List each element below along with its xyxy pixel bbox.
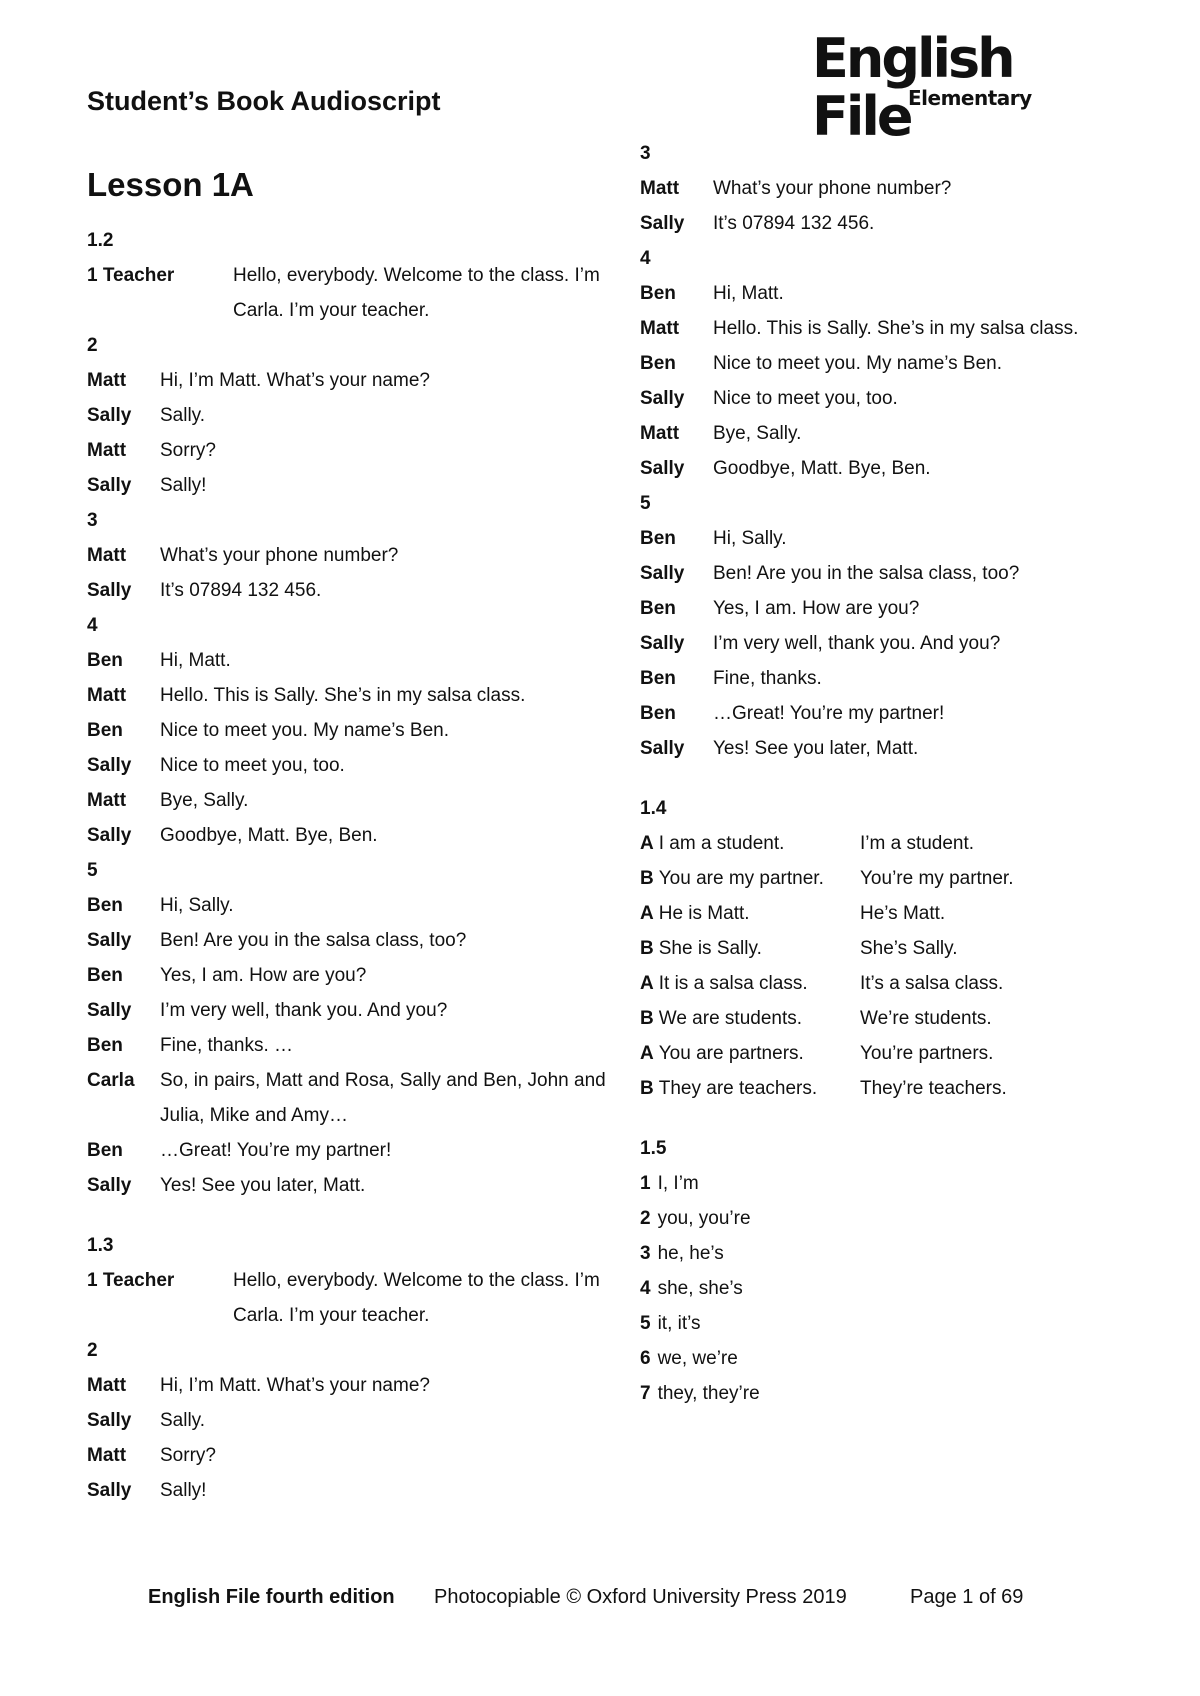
dialogue-line bbox=[87, 1403, 607, 1438]
line-text: Fine, thanks. … bbox=[160, 1035, 294, 1056]
dialogue-line bbox=[640, 521, 1180, 556]
short-form: We’re students. bbox=[860, 1008, 992, 1029]
line-text: Sally. bbox=[160, 405, 206, 426]
dialogue-line bbox=[87, 398, 607, 433]
speaker: Sally bbox=[87, 1480, 132, 1501]
speaker: 1 Teacher bbox=[87, 1270, 175, 1291]
line-text: Sally! bbox=[160, 1480, 207, 1501]
speaker: Sally bbox=[640, 738, 685, 759]
dialogue-line bbox=[87, 678, 607, 713]
speaker: Matt bbox=[640, 318, 680, 339]
section-1-5 bbox=[640, 1131, 1180, 1411]
dialogue-line bbox=[640, 416, 1180, 451]
speaker: Matt bbox=[87, 790, 127, 811]
item-text: it, it’s bbox=[657, 1313, 701, 1334]
speaker: Ben bbox=[640, 598, 676, 619]
dialogue-line bbox=[87, 748, 607, 783]
item-number: 4 bbox=[640, 1278, 651, 1299]
full-form: We are students. bbox=[658, 1008, 803, 1029]
short-form: She’s Sally. bbox=[860, 938, 958, 959]
dialogue-line bbox=[640, 696, 1180, 731]
speaker: Sally bbox=[640, 458, 685, 479]
contraction-row bbox=[640, 896, 1180, 931]
dialogue-line bbox=[87, 1368, 607, 1403]
part-label: 2 bbox=[87, 1340, 98, 1361]
line-text: …Great! You’re my partner! bbox=[713, 703, 945, 724]
speaker: Ben bbox=[87, 965, 123, 986]
speaker-letter: A bbox=[640, 903, 654, 924]
part-label: 5 bbox=[87, 860, 98, 881]
part-label: 4 bbox=[87, 615, 98, 636]
speaker: Matt bbox=[87, 370, 127, 391]
speaker: Matt bbox=[87, 440, 127, 461]
dialogue-line bbox=[640, 451, 1180, 486]
line-text: Hi, I’m Matt. What’s your name? bbox=[160, 370, 430, 391]
dialogue-line bbox=[640, 311, 1180, 346]
left-column bbox=[87, 223, 607, 1508]
line-text: What’s your phone number? bbox=[160, 545, 399, 566]
speaker: Ben bbox=[87, 895, 123, 916]
line-text: Ben! Are you in the salsa class, too? bbox=[160, 930, 467, 951]
dialogue-line bbox=[87, 888, 607, 923]
pronoun-item bbox=[640, 1341, 1180, 1376]
logo-title: English File bbox=[812, 27, 1013, 148]
line-text: Sorry? bbox=[160, 1445, 216, 1466]
dialogue-line bbox=[87, 993, 607, 1028]
speaker: Sally bbox=[640, 213, 685, 234]
speaker-letter: A bbox=[640, 973, 654, 994]
dialogue-line bbox=[87, 958, 607, 993]
line-text: Hello, everybody. Welcome to the class. I’m Carla. I’m your teacher. bbox=[233, 1270, 600, 1326]
line-text: Yes! See you later, Matt. bbox=[713, 738, 919, 759]
speaker: Sally bbox=[87, 475, 132, 496]
pronoun-item bbox=[640, 1306, 1180, 1341]
dialogue-line bbox=[87, 1028, 607, 1063]
full-form: It is a salsa class. bbox=[658, 973, 808, 994]
item-number: 3 bbox=[640, 1243, 651, 1264]
item-number: 7 bbox=[640, 1383, 651, 1404]
dialogue-line bbox=[640, 381, 1180, 416]
dialogue-line bbox=[640, 346, 1180, 381]
section-label: 1.2 bbox=[87, 230, 114, 251]
full-form: You are my partner. bbox=[658, 868, 824, 889]
speaker-letter: A bbox=[640, 1043, 654, 1064]
line-text: Hi, Sally. bbox=[160, 895, 234, 916]
speaker: Ben bbox=[87, 1140, 123, 1161]
dialogue-line bbox=[87, 433, 607, 468]
section-label: 1.3 bbox=[87, 1235, 114, 1256]
speaker: Matt bbox=[87, 685, 127, 706]
line-text: I’m very well, thank you. And you? bbox=[713, 633, 1001, 654]
contraction-row bbox=[640, 1036, 1180, 1071]
dialogue-line bbox=[87, 643, 607, 678]
item-text: she, she’s bbox=[657, 1278, 743, 1299]
dialogue-line bbox=[640, 626, 1180, 661]
line-text: …Great! You’re my partner! bbox=[160, 1140, 392, 1161]
part-label: 3 bbox=[640, 143, 651, 164]
speaker: Sally bbox=[640, 633, 685, 654]
item-number: 2 bbox=[640, 1208, 651, 1229]
short-form: You’re my partner. bbox=[860, 868, 1014, 889]
item-text: they, they’re bbox=[657, 1383, 760, 1404]
line-text: Goodbye, Matt. Bye, Ben. bbox=[713, 458, 931, 479]
contraction-row bbox=[640, 1071, 1180, 1106]
contraction-row bbox=[640, 931, 1180, 966]
speaker: 1 Teacher bbox=[87, 265, 175, 286]
full-form: You are partners. bbox=[658, 1043, 804, 1064]
item-number: 6 bbox=[640, 1348, 651, 1369]
line-text: Hi, Matt. bbox=[713, 283, 784, 304]
dialogue-line bbox=[87, 818, 607, 853]
line-text: Yes, I am. How are you? bbox=[160, 965, 367, 986]
section-1-2 bbox=[87, 223, 607, 1203]
line-text: So, in pairs, Matt and Rosa, Sally and Ben, John and Julia, Mike and Amy… bbox=[160, 1070, 606, 1126]
short-form: He’s Matt. bbox=[860, 903, 946, 924]
speaker: Carla bbox=[87, 1070, 135, 1091]
dialogue-line bbox=[640, 731, 1180, 766]
item-number: 1 bbox=[640, 1173, 651, 1194]
speaker: Matt bbox=[87, 1375, 127, 1396]
contraction-row bbox=[640, 826, 1180, 861]
speaker: Sally bbox=[87, 825, 132, 846]
speaker: Ben bbox=[87, 720, 123, 741]
pronoun-item bbox=[640, 1376, 1180, 1411]
line-text: Bye, Sally. bbox=[160, 790, 249, 811]
speaker-letter: B bbox=[640, 868, 654, 889]
line-text: Sally. bbox=[160, 1410, 206, 1431]
speaker: Sally bbox=[87, 580, 132, 601]
line-text: Hi, Matt. bbox=[160, 650, 231, 671]
contraction-row bbox=[640, 861, 1180, 896]
speaker-letter: B bbox=[640, 1008, 654, 1029]
dialogue-line bbox=[87, 538, 607, 573]
line-text: Hello, everybody. Welcome to the class. I’m Carla. I’m your teacher. bbox=[233, 265, 600, 321]
speaker: Ben bbox=[640, 668, 676, 689]
line-text: Nice to meet you. My name’s Ben. bbox=[160, 720, 449, 741]
full-form: I am a student. bbox=[658, 833, 785, 854]
item-text: you, you’re bbox=[657, 1208, 751, 1229]
speaker: Matt bbox=[87, 1445, 127, 1466]
part-label: 4 bbox=[640, 248, 651, 269]
line-text: It’s 07894 132 456. bbox=[713, 213, 875, 234]
logo-subtitle: Elementary bbox=[908, 86, 1032, 110]
contraction-row bbox=[640, 1001, 1180, 1036]
footer-copyright: Photocopiable © Oxford University Press 2019 bbox=[434, 1586, 847, 1608]
dialogue-line bbox=[87, 1168, 607, 1203]
footer-edition: English File fourth edition bbox=[148, 1586, 395, 1608]
speaker: Ben bbox=[640, 528, 676, 549]
dialogue-line bbox=[87, 1473, 607, 1508]
dialogue-line bbox=[87, 1063, 607, 1133]
dialogue-line bbox=[87, 573, 607, 608]
line-text: Hello. This is Sally. She’s in my salsa class. bbox=[713, 318, 1079, 339]
section-gap bbox=[640, 1106, 1180, 1131]
line-text: Hi, Sally. bbox=[713, 528, 787, 549]
lesson-title: Lesson 1A bbox=[87, 166, 254, 203]
speaker: Ben bbox=[640, 353, 676, 374]
speaker: Sally bbox=[640, 563, 685, 584]
dialogue-line bbox=[640, 556, 1180, 591]
speaker: Sally bbox=[87, 1000, 132, 1021]
section-1-4 bbox=[640, 791, 1180, 1106]
line-text: What’s your phone number? bbox=[713, 178, 952, 199]
line-text: Nice to meet you, too. bbox=[160, 755, 345, 776]
short-form: It’s a salsa class. bbox=[860, 973, 1004, 994]
short-form: They’re teachers. bbox=[860, 1078, 1007, 1099]
footer-page-number: Page 1 of 69 bbox=[910, 1586, 1024, 1608]
line-text: Goodbye, Matt. Bye, Ben. bbox=[160, 825, 378, 846]
dialogue-line bbox=[640, 206, 1180, 241]
line-text: Hi, I’m Matt. What’s your name? bbox=[160, 1375, 430, 1396]
line-text: Sorry? bbox=[160, 440, 216, 461]
line-text: Nice to meet you. My name’s Ben. bbox=[713, 353, 1002, 374]
dialogue-line bbox=[640, 591, 1180, 626]
line-text: Ben! Are you in the salsa class, too? bbox=[713, 563, 1020, 584]
section-gap bbox=[87, 1203, 607, 1228]
speaker: Sally bbox=[87, 405, 132, 426]
short-form: I’m a student. bbox=[860, 833, 975, 854]
speaker: Ben bbox=[640, 283, 676, 304]
pronoun-item bbox=[640, 1236, 1180, 1271]
english-file-logo bbox=[812, 27, 1082, 148]
pronoun-item bbox=[640, 1166, 1180, 1201]
line-text: Sally! bbox=[160, 475, 207, 496]
full-form: They are teachers. bbox=[658, 1078, 818, 1099]
speaker: Ben bbox=[87, 1035, 123, 1056]
dialogue-line bbox=[87, 468, 607, 503]
dialogue-line bbox=[87, 713, 607, 748]
dialogue-line bbox=[87, 363, 607, 398]
section-gap bbox=[640, 766, 1180, 791]
speaker: Sally bbox=[87, 755, 132, 776]
line-text: Fine, thanks. bbox=[713, 668, 822, 689]
speaker-letter: A bbox=[640, 833, 654, 854]
item-number: 5 bbox=[640, 1313, 651, 1334]
speaker: Sally bbox=[87, 1410, 132, 1431]
item-text: we, we’re bbox=[657, 1348, 738, 1369]
contraction-row bbox=[640, 966, 1180, 1001]
item-text: I, I’m bbox=[657, 1173, 699, 1194]
part-label: 5 bbox=[640, 493, 651, 514]
full-form: She is Sally. bbox=[658, 938, 762, 959]
speaker-letter: B bbox=[640, 1078, 654, 1099]
dialogue-line bbox=[87, 1438, 607, 1473]
part-label: 2 bbox=[87, 335, 98, 356]
speaker: Matt bbox=[640, 423, 680, 444]
dialogue-line bbox=[87, 783, 607, 818]
line-text: Bye, Sally. bbox=[713, 423, 802, 444]
section-1-3 bbox=[87, 1228, 607, 1508]
speaker: Sally bbox=[87, 1175, 132, 1196]
section-label: 1.4 bbox=[640, 798, 667, 819]
item-text: he, he’s bbox=[657, 1243, 724, 1264]
line-text: Yes, I am. How are you? bbox=[713, 598, 920, 619]
line-text: I’m very well, thank you. And you? bbox=[160, 1000, 448, 1021]
dialogue-line bbox=[640, 171, 1180, 206]
line-text: Yes! See you later, Matt. bbox=[160, 1175, 366, 1196]
line-text: Hello. This is Sally. She’s in my salsa class. bbox=[160, 685, 526, 706]
dialogue-line bbox=[87, 1263, 607, 1333]
dialogue-line bbox=[640, 661, 1180, 696]
speaker: Sally bbox=[640, 388, 685, 409]
pronoun-item bbox=[640, 1271, 1180, 1306]
short-form: You’re partners. bbox=[860, 1043, 994, 1064]
pronoun-item bbox=[640, 1201, 1180, 1236]
line-text: It’s 07894 132 456. bbox=[160, 580, 322, 601]
section-label: 1.5 bbox=[640, 1138, 667, 1159]
full-form: He is Matt. bbox=[658, 903, 750, 924]
speaker: Sally bbox=[87, 930, 132, 951]
dialogue-line bbox=[87, 1133, 607, 1168]
dialogue-line bbox=[87, 923, 607, 958]
right-column bbox=[640, 136, 1180, 1411]
part-label: 3 bbox=[87, 510, 98, 531]
speaker: Matt bbox=[640, 178, 680, 199]
section-1-3-continued bbox=[640, 136, 1180, 766]
speaker-letter: B bbox=[640, 938, 654, 959]
speaker: Ben bbox=[640, 703, 676, 724]
document-title: Student’s Book Audioscript bbox=[87, 86, 441, 116]
speaker: Ben bbox=[87, 650, 123, 671]
dialogue-line bbox=[87, 258, 607, 328]
dialogue-line bbox=[640, 276, 1180, 311]
speaker: Matt bbox=[87, 545, 127, 566]
line-text: Nice to meet you, too. bbox=[713, 388, 898, 409]
